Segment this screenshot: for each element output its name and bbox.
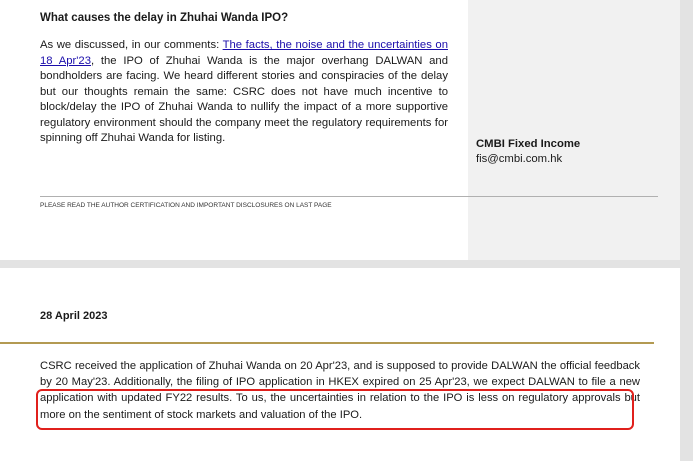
highlight-annotation-box bbox=[36, 389, 634, 430]
sidebar-column bbox=[468, 0, 680, 260]
contact-email: fis@cmbi.com.hk bbox=[476, 153, 563, 165]
contact-org: CMBI Fixed Income bbox=[476, 138, 581, 150]
gold-header-rule bbox=[0, 342, 654, 344]
report-date: 28 April 2023 bbox=[40, 310, 108, 322]
body-paragraph-1 bbox=[40, 38, 448, 147]
contact-block bbox=[476, 137, 580, 167]
scrollbar-track[interactable] bbox=[683, 0, 693, 461]
section-heading: What causes the delay in Zhuhai Wanda IPO? bbox=[40, 12, 289, 24]
document-page-2 bbox=[0, 268, 680, 461]
paragraph-intro: As we discussed, in our comments: bbox=[40, 39, 223, 51]
comment-link[interactable]: The facts, the noise and the uncertainties on 18 Apr'23 bbox=[40, 39, 448, 67]
footer-divider bbox=[40, 196, 658, 197]
paragraph-rest: , the IPO of Zhuhai Wanda is the major overhang DALWAN and bondholders are facing. We heard different stories and conspiracies of the delay but our thoughts remain the same: CSRC does not have much incentive to block/delay the IPO of Zhuhai Wanda to nullify the impact of a more supportive regulatory environment should the company meet the regulatory requirements for spinning off Zhuhai Wanda for listing. bbox=[40, 54, 448, 144]
disclaimer-text: PLEASE READ THE AUTHOR CERTIFICATION AND IMPORTANT DISCLOSURES ON LAST PAGE bbox=[40, 202, 332, 209]
body-paragraph-2: CSRC received the application of Zhuhai Wanda on 20 Apr'23, and is supposed to provide DALWAN the official feedback by 20 May'23. Additionally, the filing of IPO application in HKEX expired on 25 Apr'23, we expect DALWAN to file a new application with updated FY22 results. To us, the uncertainties in relation to the IPO is less on regulatory approvals but more on the sentiment of stock markets and valuation of the IPO. bbox=[40, 360, 640, 421]
